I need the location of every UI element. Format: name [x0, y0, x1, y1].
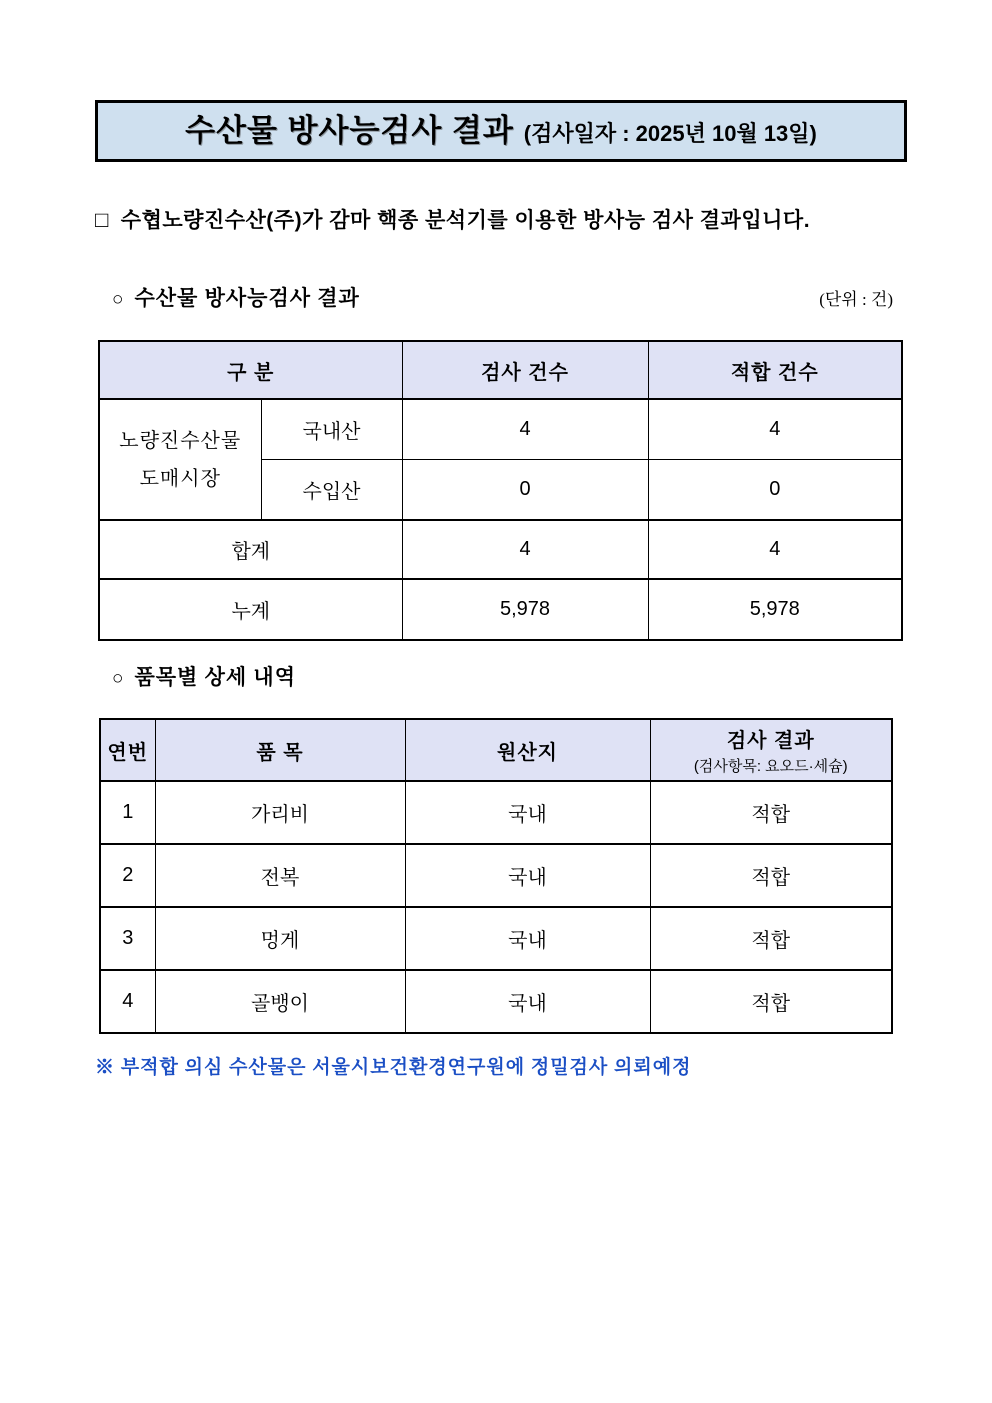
cumulative-passed: 5,978 [648, 579, 902, 640]
item-origin: 국내 [405, 907, 650, 970]
detail-table [99, 718, 893, 1034]
item-name: 멍게 [155, 907, 405, 970]
unit-note: (단위 : 건) [819, 290, 893, 309]
row-no: 1 [100, 781, 155, 844]
section2-title-text: 품목별 상세 내역 [134, 665, 296, 689]
intro-text: 수협노량진수산(주)가 감마 핵종 분석기를 이용한 방사능 검사 결과입니다. [120, 209, 811, 232]
header-tested: 검사 건수 [402, 341, 648, 399]
circle-bullet-icon: ○ [112, 668, 125, 689]
page-title: 수산물 방사능검사 결과 [185, 113, 514, 148]
item-result: 적합 [650, 907, 892, 970]
header-category: 구 분 [99, 341, 402, 399]
market-name-line2: 도매시장 [139, 467, 221, 490]
table-row [100, 781, 892, 844]
passed-count: 4 [648, 399, 902, 460]
header-passed: 적합 건수 [648, 341, 902, 399]
section2-title [112, 661, 296, 691]
section2-heading-row [112, 661, 893, 691]
header-result [650, 719, 892, 781]
cumulative-tested: 5,978 [402, 579, 648, 640]
item-name: 골뱅이 [155, 970, 405, 1033]
reference-mark-icon: ※ [95, 1057, 116, 1078]
table-row [100, 907, 892, 970]
table-row [100, 970, 892, 1033]
inspection-date: (검사일자 : 2025년 10월 13일) [523, 121, 817, 146]
intro-line [95, 204, 810, 234]
market-name-line1: 노량진수산물 [119, 429, 242, 452]
item-result: 적합 [650, 970, 892, 1033]
footer-note [95, 1052, 691, 1079]
total-row [99, 520, 902, 579]
item-origin: 국내 [405, 970, 650, 1033]
row-no: 3 [100, 907, 155, 970]
total-passed: 4 [648, 520, 902, 579]
tested-count: 4 [402, 399, 648, 460]
table-row [99, 399, 902, 460]
item-origin: 국내 [405, 844, 650, 907]
row-no: 4 [100, 970, 155, 1033]
market-group-cell [99, 399, 261, 520]
summary-table [98, 340, 903, 641]
item-origin: 국내 [405, 781, 650, 844]
cumulative-label: 누계 [99, 579, 402, 640]
header-item: 품 목 [155, 719, 405, 781]
section1-heading-row [112, 282, 893, 312]
header-origin: 원산지 [405, 719, 650, 781]
detail-header-row [100, 719, 892, 781]
item-name: 전복 [155, 844, 405, 907]
section1-title [112, 282, 360, 312]
square-bullet-icon: □ [95, 207, 109, 232]
tested-count: 0 [402, 460, 648, 521]
header-result-main: 검사 결과 [726, 730, 815, 752]
footer-note-text: 부적합 의심 수산물은 서울시보건환경연구원에 정밀검사 의뢰예정 [120, 1057, 692, 1078]
total-label: 합계 [99, 520, 402, 579]
header-result-sub: (검사항목: 요오드·세슘) [693, 758, 848, 775]
item-name: 가리비 [155, 781, 405, 844]
row-no: 2 [100, 844, 155, 907]
passed-count: 0 [648, 460, 902, 521]
header-no: 연번 [100, 719, 155, 781]
cumulative-row [99, 579, 902, 640]
section1-title-text: 수산물 방사능검사 결과 [134, 286, 360, 310]
circle-bullet-icon: ○ [112, 289, 125, 310]
item-result: 적합 [650, 844, 892, 907]
summary-header-row [99, 341, 902, 399]
item-result: 적합 [650, 781, 892, 844]
row-label: 수입산 [261, 460, 402, 521]
title-banner [95, 100, 907, 162]
table-row [100, 844, 892, 907]
row-label: 국내산 [261, 399, 402, 460]
total-tested: 4 [402, 520, 648, 579]
